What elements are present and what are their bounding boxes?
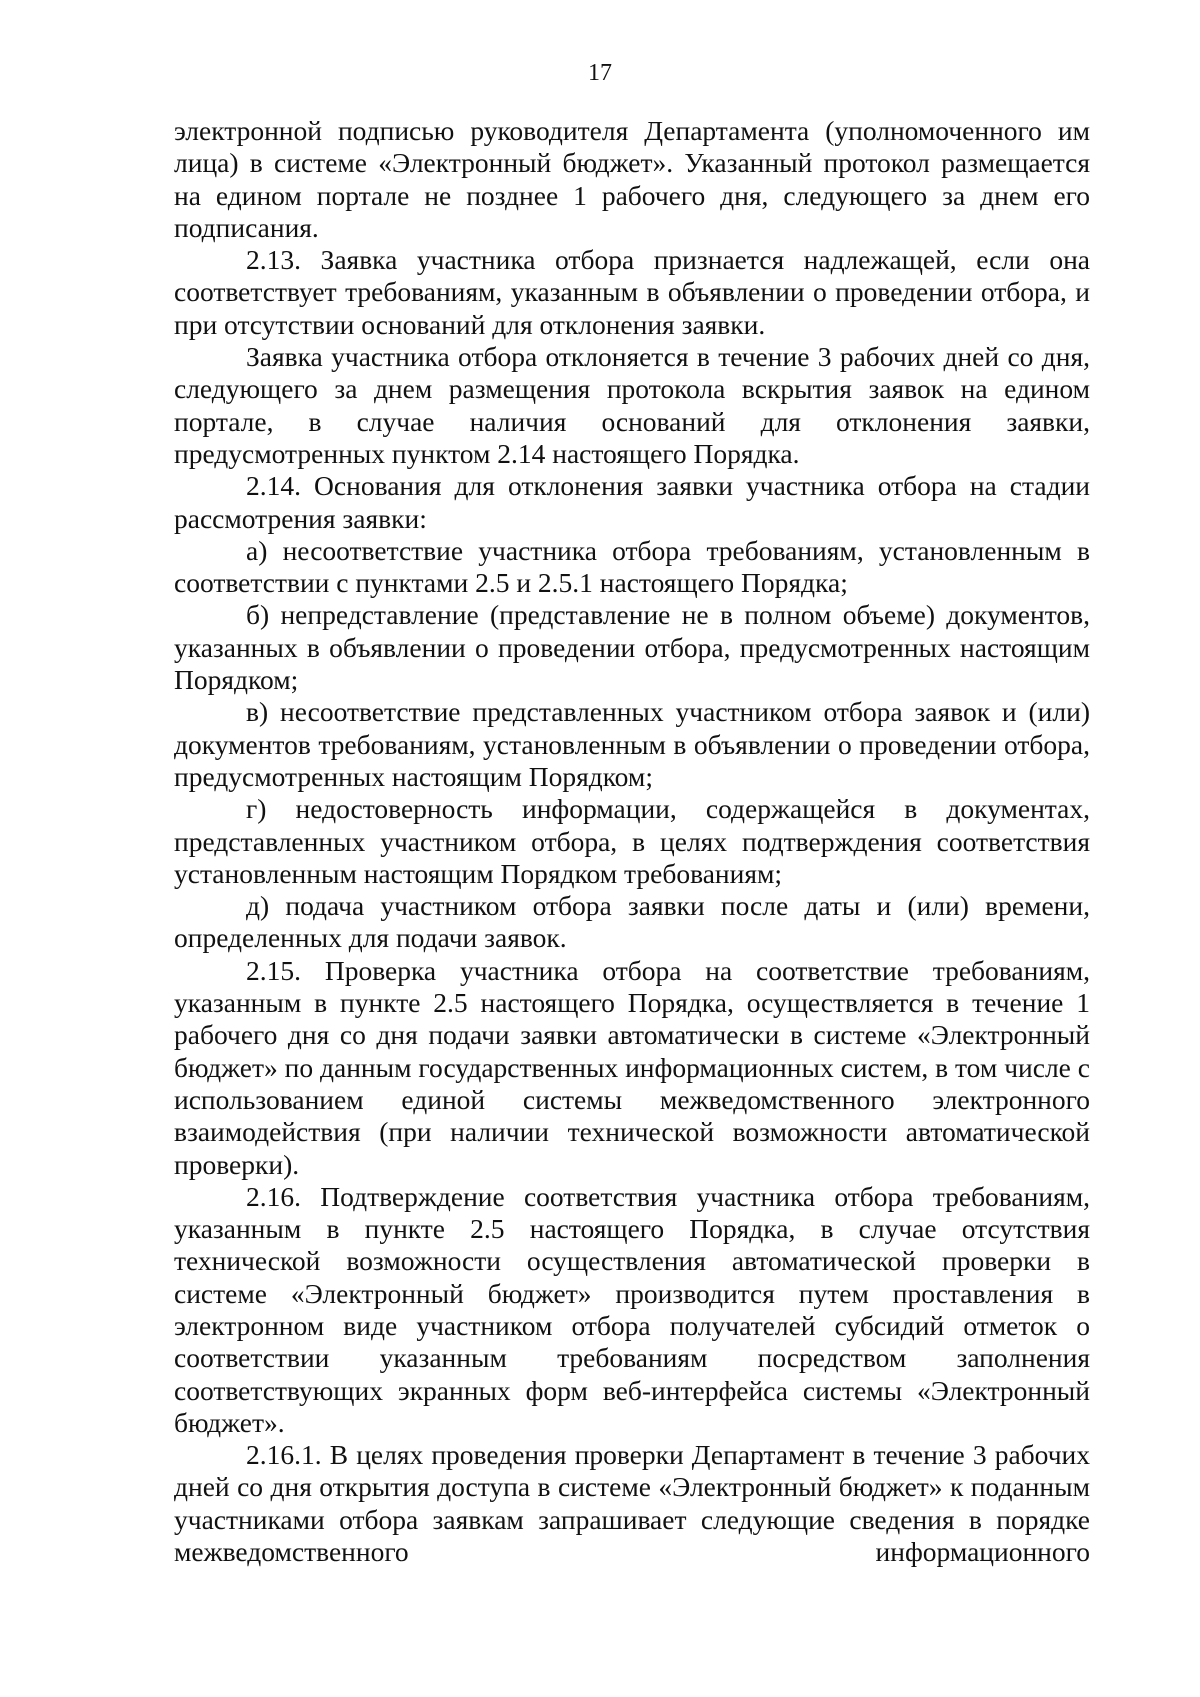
document-body bbox=[174, 115, 1090, 1568]
paragraph-2-15: 2.15. Проверка участника отбора на соответствие требованиям, указанным в пункте 2.5 настоящего Порядка, осуществляется в течение 1 рабочего дня со дня подачи заявки автоматически в системе «Электронный бюджет» по данным государственных информационных систем, в том числе с использованием единой системы межведомственного электронного взаимодействия (при наличии технической возможности автоматической проверки). bbox=[174, 954, 1090, 1180]
paragraph-rejection-term: Заявка участника отбора отклоняется в течение 3 рабочих дней со дня, следующего за днем размещения протокола вскрытия заявок на едином портале, в случае наличия оснований для отклонения заявки, предусмотренных пунктом 2.14 настоящего Порядка. bbox=[174, 341, 1090, 469]
paragraph-2-16-1: 2.16.1. В целях проведения проверки Департамент в течение 3 рабочих дней со дня открытия доступа в системе «Электронный бюджет» к поданным участниками отбора заявкам запрашивает следующие сведения в порядке межведомственного информационного bbox=[174, 1439, 1090, 1568]
list-item-v: в) несоответствие представленных участником отбора заявок и (или) документов требованиям, установленным в объявлении о проведении отбора, предусмотренных настоящим Порядком; bbox=[174, 696, 1090, 792]
list-item-b: б) непредставление (представление не в полном объеме) документов, указанных в объявлении о проведении отбора, предусмотренных настоящим Порядком; bbox=[174, 599, 1090, 696]
paragraph-2-13: 2.13. Заявка участника отбора признается надлежащей, если она соответствует требованиям, указанным в объявлении о проведении отбора, и при отсутствии оснований для отклонения заявки. bbox=[174, 244, 1090, 340]
paragraph-2-14: 2.14. Основания для отклонения заявки участника отбора на стадии рассмотрения заявки: bbox=[174, 470, 1090, 534]
paragraph-2-16: 2.16. Подтверждение соответствия участника отбора требованиям, указанным в пункте 2.5 настоящего Порядка, в случае отсутствия технической возможности осуществления автоматической проверки в системе «Электронный бюджет» производится путем проставления в электронном виде участником отбора получателей субсидий отметок о соответствии указанным требованиям посредством заполнения соответствующих экранных форм веб-интерфейса системы «Электронный бюджет». bbox=[174, 1180, 1090, 1438]
list-item-g: г) недостоверность информации, содержащейся в документах, представленных участником отбора, в целях подтверждения соответствия установленным настоящим Порядком требованиям; bbox=[174, 793, 1090, 889]
page-number: 17 bbox=[588, 60, 612, 86]
list-item-d: д) подача участником отбора заявки после даты и (или) времени, определенных для подачи заявок. bbox=[174, 890, 1090, 954]
list-item-a: а) несоответствие участника отбора требованиям, установленным в соответствии с пунктами 2.5 и 2.5.1 настоящего Порядка; bbox=[174, 534, 1090, 599]
paragraph-continuation: электронной подписью руководителя Департамента (уполномоченного им лица) в системе «Электронный бюджет». Указанный протокол размещается на едином портале не позднее 1 рабочего дня, следующего за днем его подписания. bbox=[174, 115, 1090, 243]
